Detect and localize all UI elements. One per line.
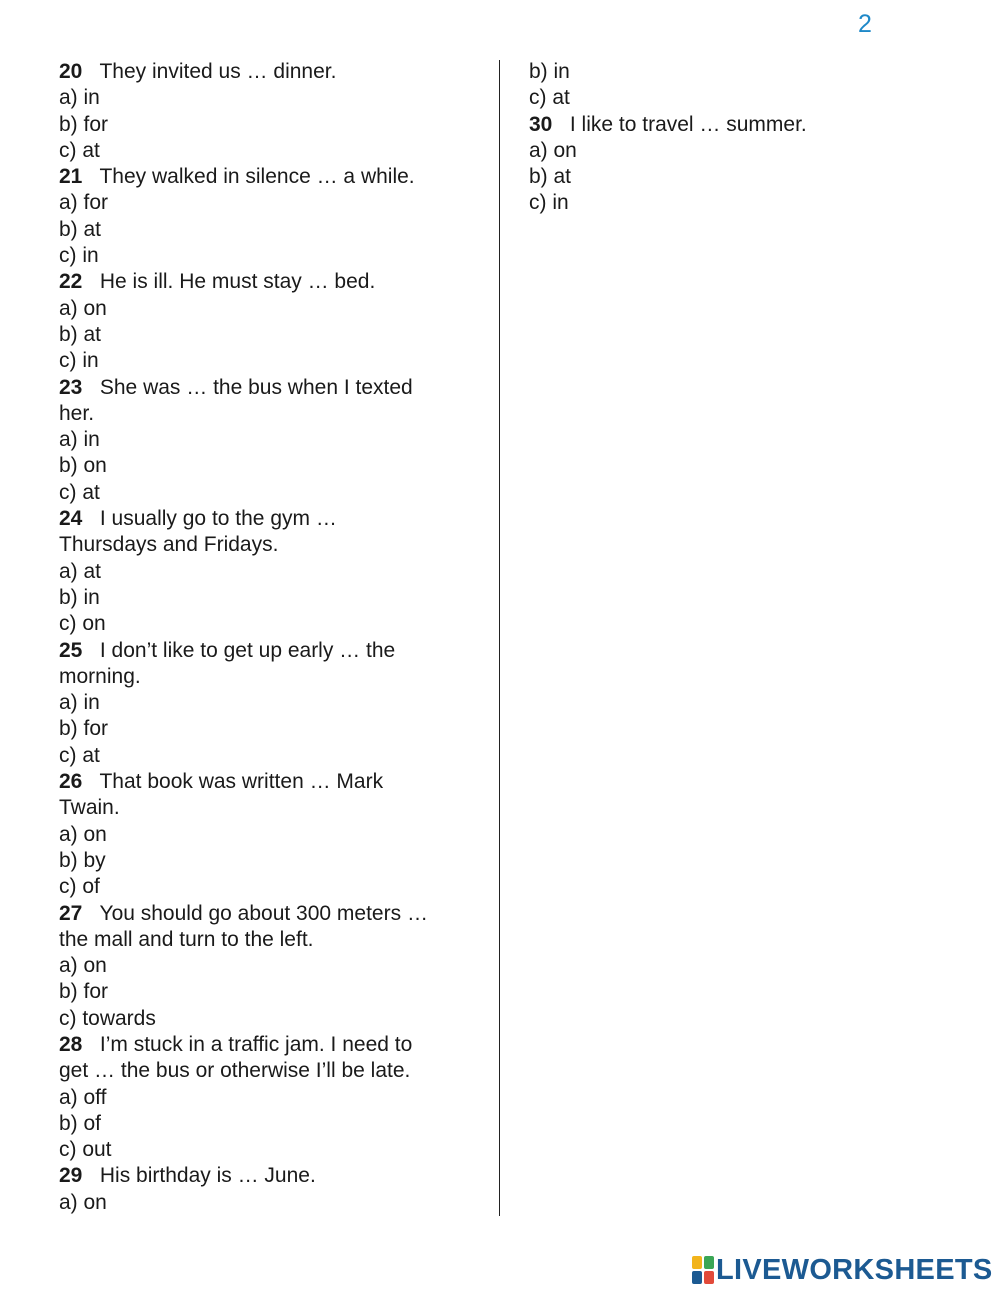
question-number: 29 [59,1164,83,1188]
answer-option: b) for [59,717,109,741]
logo-square-4 [704,1271,714,1284]
question-text: His birthday is … June. [99,1164,316,1188]
answer-option: c) in [529,191,569,215]
question-continuation: Thursdays and Fridays. [59,533,279,557]
question-text: That book was written … Mark [99,770,384,794]
question-text: They invited us … dinner. [99,60,337,83]
question-line [59,164,479,190]
question-text: I usually go to the gym … [99,507,337,531]
answer-option: a) for [59,191,109,215]
answer-option: b) in [529,60,570,83]
answer-option: b) for [59,112,109,136]
logo-square-3 [692,1271,702,1284]
question-number: 21 [59,165,83,189]
question-line [59,769,479,795]
answer-option: c) out [59,1138,112,1162]
question-line [59,59,479,85]
answer-option: c) towards [59,1006,156,1030]
answer-option: b) on [59,454,107,478]
question-spacer [82,60,99,83]
question-spacer [82,270,100,293]
question-line [59,506,479,532]
question-line [59,269,479,295]
answer-option: a) off [59,1085,107,1109]
question-continuation: get … the bus or otherwise I’ll be late. [59,1059,411,1083]
question-number: 27 [59,901,83,925]
answer-option: a) on [59,1190,107,1214]
page-number: 2 [858,10,872,38]
question-continuation: the mall and turn to the left. [59,927,314,951]
question-text: He is ill. He must stay … bed. [99,270,376,294]
answer-option: c) on [59,612,106,636]
question-spacer [82,1033,100,1056]
question-spacer [82,770,99,793]
question-line [59,901,479,927]
question-spacer [82,1164,100,1187]
answer-option: a) on [59,822,107,846]
answer-option: a) on [59,296,107,320]
answer-option: a) in [59,86,100,110]
answer-option: a) on [59,954,107,978]
answer-option: b) at [59,322,102,346]
question-line [59,375,479,401]
question-spacer [82,507,100,530]
answer-option: b) at [529,165,572,189]
question-spacer [82,376,100,399]
question-line [59,638,479,664]
answer-option: b) in [59,585,100,609]
question-continuation: Twain. [59,796,120,820]
liveworksheets-logo [692,1252,993,1288]
question-number: 23 [59,375,83,399]
answer-option: a) on [529,138,577,162]
logo-square-1 [692,1256,702,1269]
logo-square-2 [704,1256,714,1269]
question-number: 30 [529,112,553,136]
logo-text: LIVEWORKSHEETS [716,1253,993,1286]
question-number: 24 [59,507,83,531]
question-number: 25 [59,638,83,662]
answer-option: c) at [529,86,570,110]
question-spacer [82,165,99,188]
question-number: 26 [59,770,83,794]
left-column [59,59,479,1216]
answer-option: c) of [59,875,100,899]
question-text: I don’t like to get up early … the [99,638,396,662]
liveworksheets-logo-icon [692,1256,714,1284]
question-continuation: morning. [59,664,141,688]
answer-option: b) by [59,848,106,872]
answer-option: a) in [59,691,100,715]
answer-option: c) at [59,480,100,504]
column-divider [499,60,500,1216]
answer-option: b) of [59,1111,102,1135]
question-number: 28 [59,1032,83,1056]
answer-option: c) at [59,743,100,767]
right-column [529,59,949,217]
question-number: 22 [59,270,83,294]
question-spacer [82,639,100,662]
answer-option: c) in [59,244,99,268]
answer-option: c) in [59,349,99,373]
question-spacer [82,902,99,925]
question-text: She was … the bus when I texted [99,375,413,399]
answer-option: a) in [59,428,100,452]
answer-option: b) at [59,217,102,241]
question-text: I like to travel … summer. [569,112,807,136]
question-spacer [552,113,570,136]
question-continuation: her. [59,401,95,425]
answer-option: b) for [59,980,109,1004]
question-line [59,1163,479,1189]
question-text: You should go about 300 meters … [99,901,428,925]
question-number: 20 [59,60,83,83]
answer-option: c) at [59,138,100,162]
question-line [59,1032,479,1058]
answer-option: a) at [59,559,102,583]
question-line [529,112,949,138]
question-text: They walked in silence … a while. [99,165,415,189]
question-text: I’m stuck in a traffic jam. I need to [99,1032,413,1056]
